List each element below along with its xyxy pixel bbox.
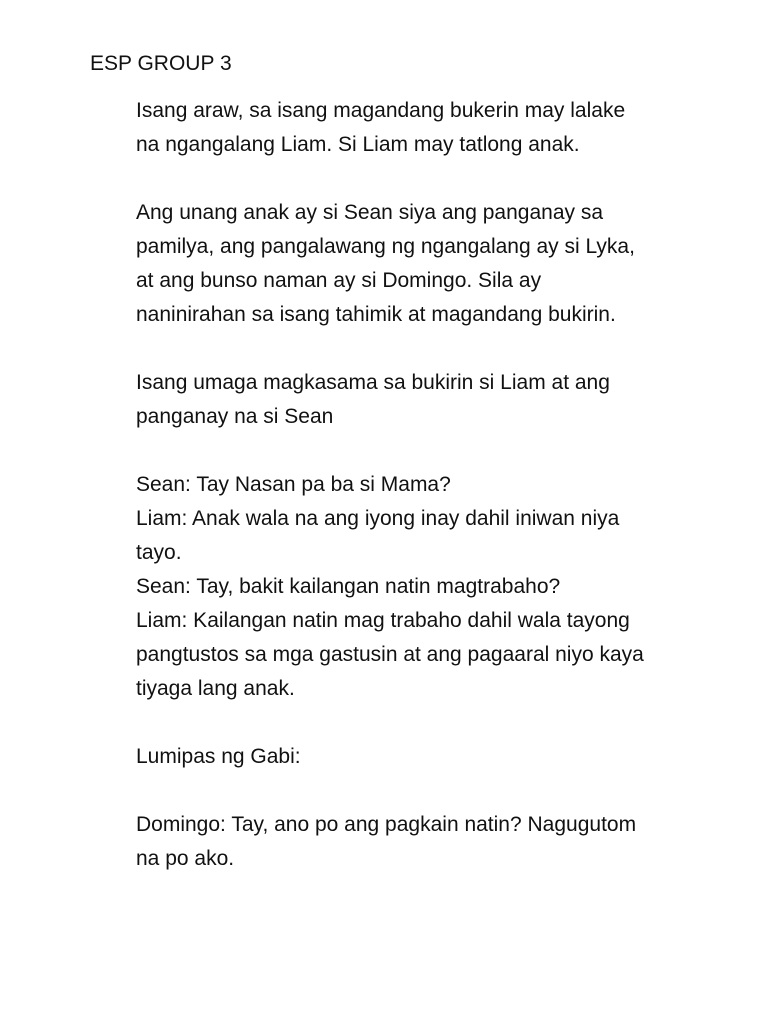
paragraph-morning	[136, 366, 696, 434]
text-line: naninirahan sa isang tahimik at magandang bukirin.	[136, 303, 616, 326]
paragraph-children	[136, 196, 696, 332]
dialogue-line-domingo	[136, 808, 696, 876]
text-line: Ang unang anak ay si Sean siya ang panganay sa	[136, 201, 604, 224]
text-line: panganay na si Sean	[136, 405, 334, 428]
text-line: Lumipas ng Gabi:	[136, 745, 301, 768]
dialogue-line-sean-2	[136, 570, 696, 604]
text-line: Isang umaga magkasama sa bukirin si Liam at ang	[136, 371, 610, 394]
text-line: Domingo: Tay, ano po ang pagkain natin? Nagugutom	[136, 813, 637, 836]
document-heading: ESP GROUP 3	[90, 52, 232, 75]
text-line: na ngangalang Liam. Si Liam may tatlong anak.	[136, 133, 580, 156]
text-line: pangtustos sa mga gastusin at ang pagaaral niyo kaya	[136, 643, 644, 666]
text-line: na po ako.	[136, 847, 235, 870]
text-line: Isang araw, sa isang magandang bukerin may lalake	[136, 99, 626, 122]
text-line: Liam: Anak wala na ang iyong inay dahil iniwan niya	[136, 507, 620, 530]
document-body	[136, 94, 696, 910]
text-line: pamilya, ang pangalawang ng ngangalang ay si Lyka,	[136, 235, 635, 258]
text-line: tayo.	[136, 541, 182, 564]
scene-break	[136, 740, 696, 774]
dialogue-line-liam-1	[136, 502, 696, 570]
paragraph-intro	[136, 94, 696, 162]
dialogue-line-liam-2	[136, 604, 696, 706]
text-line: Liam: Kailangan natin mag trabaho dahil wala tayong	[136, 609, 630, 632]
text-line: at ang bunso naman ay si Domingo. Sila ay	[136, 269, 542, 292]
text-line: Sean: Tay Nasan pa ba si Mama?	[136, 473, 451, 496]
dialogue-line-sean-1	[136, 468, 696, 502]
text-line: tiyaga lang anak.	[136, 677, 295, 700]
text-line: Sean: Tay, bakit kailangan natin magtrabaho?	[136, 575, 561, 598]
